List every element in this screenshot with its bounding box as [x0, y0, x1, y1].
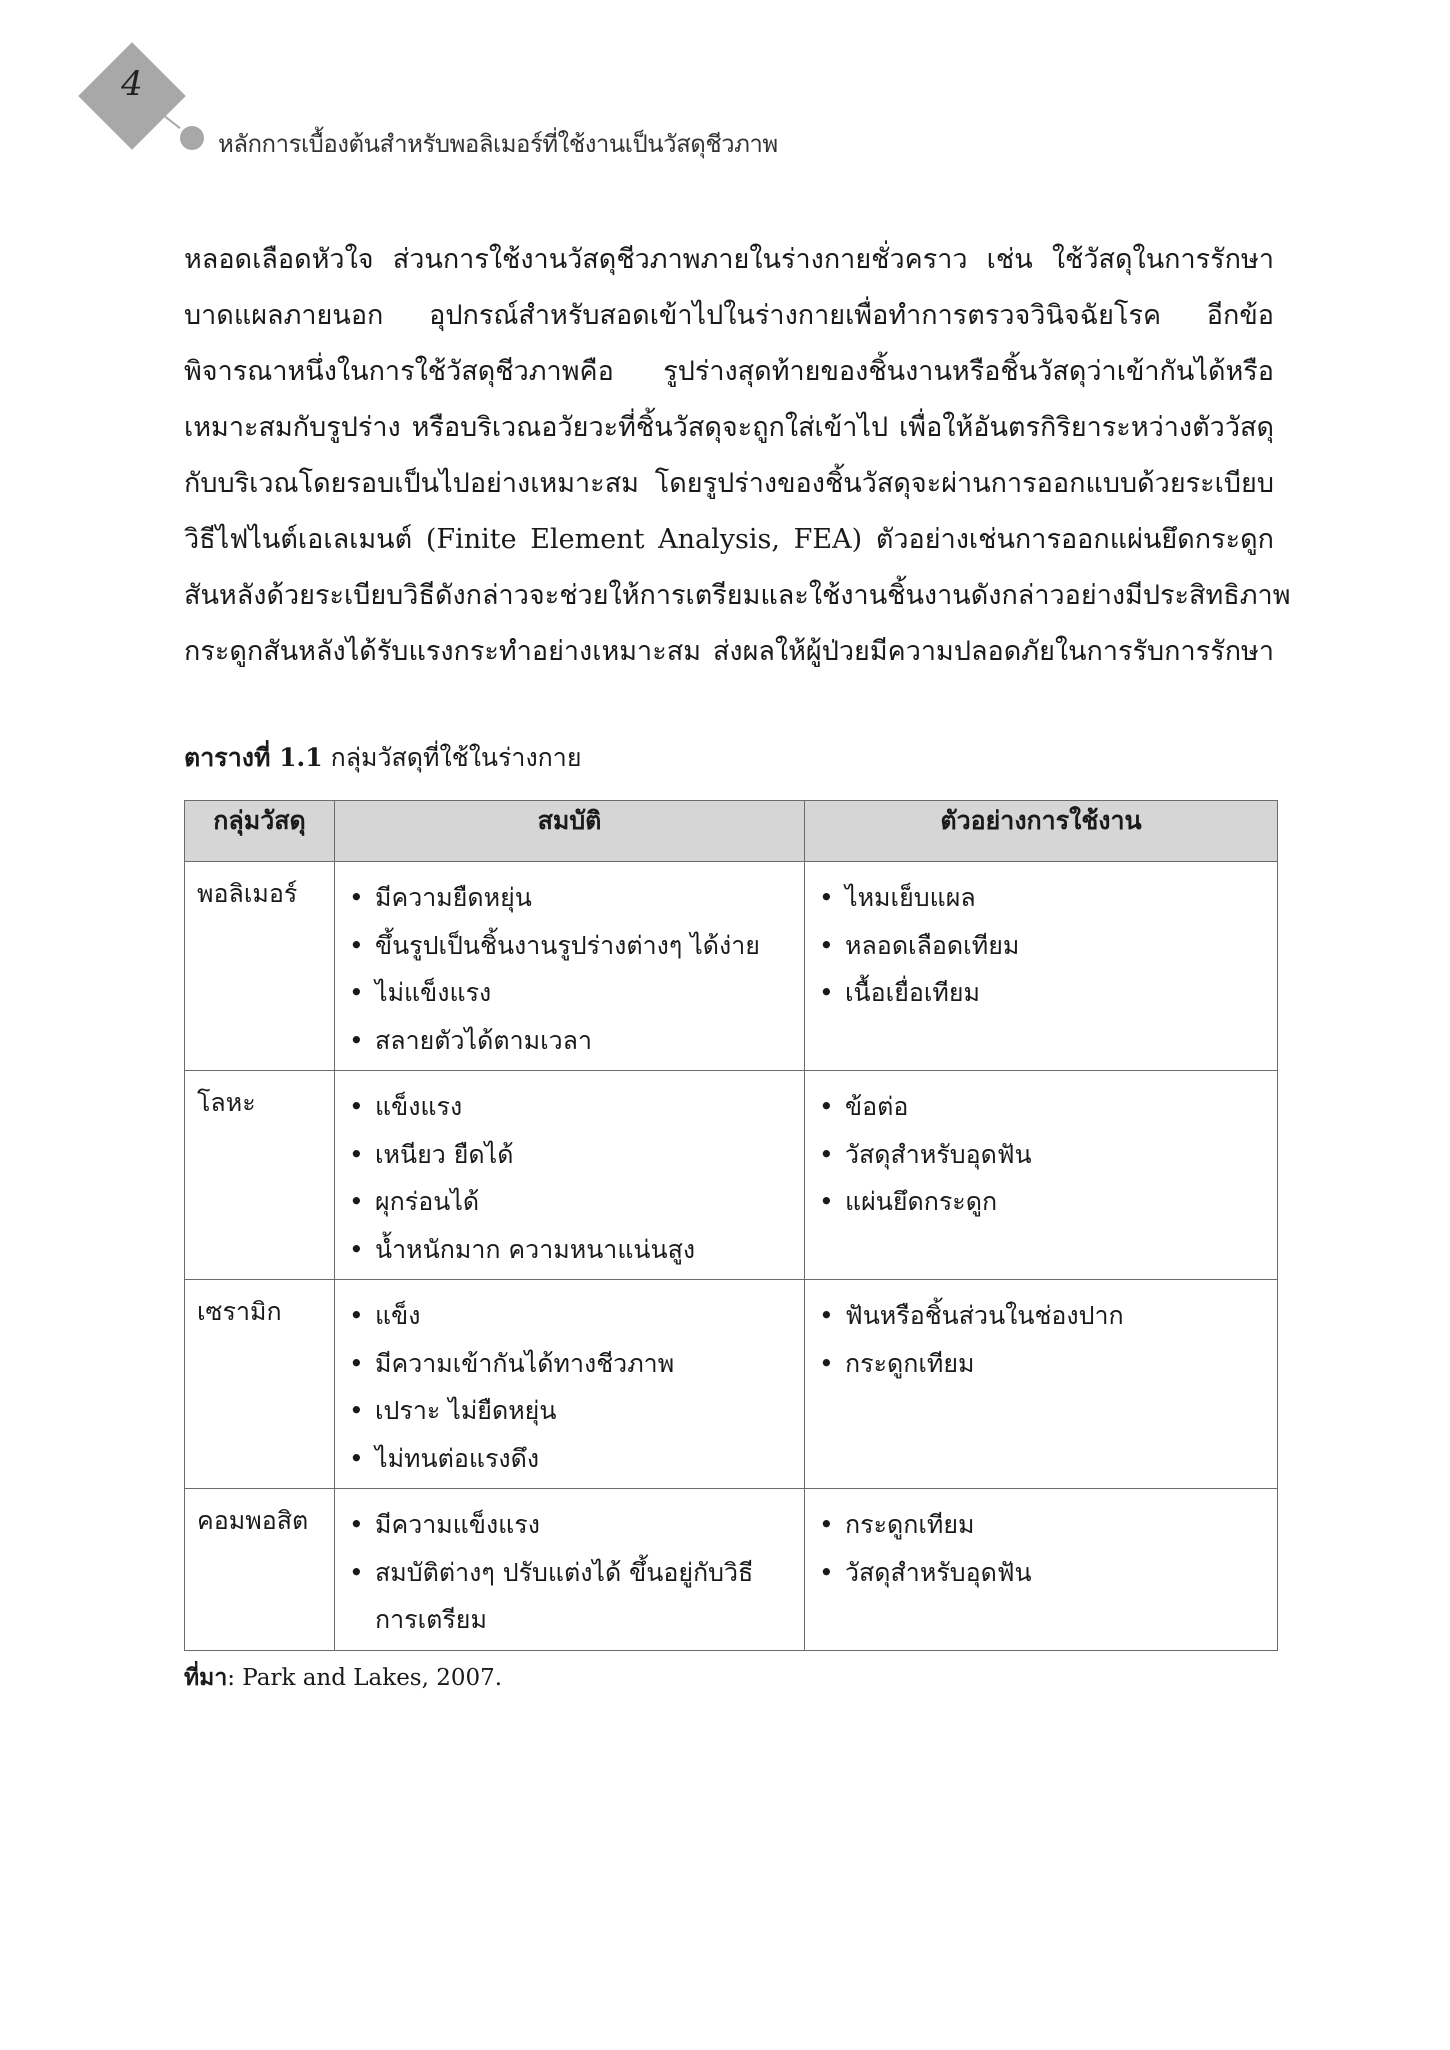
property-item: • สลายตัวได้ตามเวลา: [345, 1017, 792, 1065]
material-group-cell: คอมพอสิต: [185, 1489, 335, 1651]
example-item: • หลอดเลือดเทียม: [815, 922, 1265, 970]
property-item: • มีความยืดหยุ่น: [345, 874, 792, 922]
body-paragraph: [184, 232, 1291, 680]
body-line: สันหลังด้วยระเบียบวิธีดังกล่าวจะช่วยให้การเตรียมและใช้งานชิ้นงานดังกล่าวอย่างมีประสิทธิภาพ: [184, 580, 1291, 611]
table-row: [185, 1280, 1278, 1489]
examples-cell: [805, 1071, 1278, 1280]
material-group-cell: พอลิเมอร์: [185, 862, 335, 1071]
table-row: [185, 1489, 1278, 1651]
property-item: • น้ำหนักมาก ความหนาแน่นสูง: [345, 1226, 792, 1274]
source-text: : Park and Lakes, 2007.: [227, 1665, 503, 1691]
material-group-cell: โลหะ: [185, 1071, 335, 1280]
properties-cell: [335, 1489, 805, 1651]
example-item: • ข้อต่อ: [815, 1083, 1265, 1131]
materials-table: [184, 800, 1278, 1651]
header-bullet-dot: [180, 126, 204, 150]
examples-cell: [805, 862, 1278, 1071]
property-item: • มีความแข็งแรง: [345, 1501, 792, 1549]
material-group-cell: เซรามิก: [185, 1280, 335, 1489]
property-item: • ไม่แข็งแรง: [345, 969, 792, 1017]
properties-cell: [335, 862, 805, 1071]
property-item: • ไม่ทนต่อแรงดึง: [345, 1435, 792, 1483]
properties-cell: [335, 1280, 805, 1489]
table-caption-text: กลุ่มวัสดุที่ใช้ในร่างกาย: [330, 743, 582, 772]
example-item: • เนื้อเยื่อเทียม: [815, 969, 1265, 1017]
examples-cell: [805, 1280, 1278, 1489]
table-caption: [184, 738, 582, 778]
property-item: • ขึ้นรูปเป็นชิ้นงานรูปร่างต่างๆ ได้ง่าย: [345, 922, 792, 970]
body-line: เหมาะสมกับรูปร่าง หรือบริเวณอวัยวะที่ชิ้นวัสดุจะถูกใส่เข้าไป เพื่อให้อันตรกิริยาระหว่างตัววัสดุ: [184, 412, 1274, 443]
source-label: ที่มา: [184, 1664, 228, 1691]
body-line: กระดูกสันหลังได้รับแรงกระทำอย่างเหมาะสม ส่งผลให้ผู้ป่วยมีความปลอดภัยในการรับการรักษา: [184, 636, 1274, 667]
example-item: • ไหมเย็บแผล: [815, 874, 1265, 922]
example-item: • วัสดุสำหรับอุดฟัน: [815, 1549, 1265, 1597]
table-caption-label: ตารางที่ 1.1: [184, 743, 323, 772]
table-row: [185, 1071, 1278, 1280]
example-item: • กระดูกเทียม: [815, 1340, 1265, 1388]
property-item: • เหนียว ยืดได้: [345, 1131, 792, 1179]
body-line: หลอดเลือดหัวใจ ส่วนการใช้งานวัสดุชีวภาพภายในร่างกายชั่วคราว เช่น ใช้วัสดุในการรักษา: [184, 244, 1274, 275]
examples-cell: [805, 1489, 1278, 1651]
table-source: [184, 1660, 502, 1696]
body-line: กับบริเวณโดยรอบเป็นไปอย่างเหมาะสม โดยรูปร่างของชิ้นวัสดุจะผ่านการออกแบบด้วยระเบียบ: [184, 468, 1274, 499]
table-row: [185, 862, 1278, 1071]
property-item: • แข็ง: [345, 1292, 792, 1340]
body-line: วิธีไฟไนต์เอเลเมนต์ (Finite Element Analysis, FEA) ตัวอย่างเช่นการออกแผ่นยึดกระดูก: [184, 524, 1274, 555]
property-item: • สมบัติต่างๆ ปรับแต่งได้ ขึ้นอยู่กับวิธีการเตรียม: [345, 1549, 792, 1644]
property-item: • มีความเข้ากันได้ทางชีวภาพ: [345, 1340, 792, 1388]
running-header-title: หลักการเบื้องต้นสำหรับพอลิเมอร์ที่ใช้งานเป็นวัสดุชีวภาพ: [218, 130, 778, 158]
property-item: • แข็งแรง: [345, 1083, 792, 1131]
properties-cell: [335, 1071, 805, 1280]
header-material-group: กลุ่มวัสดุ: [185, 801, 335, 862]
example-item: • กระดูกเทียม: [815, 1501, 1265, 1549]
body-line: บาดแผลภายนอก อุปกรณ์สำหรับสอดเข้าไปในร่างกายเพื่อทำการตรวจวินิจฉัยโรค อีกข้อ: [184, 300, 1274, 331]
header-properties: สมบัติ: [335, 801, 805, 862]
property-item: • ผุกร่อนได้: [345, 1178, 792, 1226]
table-header-row: [185, 801, 1278, 862]
body-line: พิจารณาหนึ่งในการใช้วัสดุชีวภาพคือ รูปร่างสุดท้ายของชิ้นงานหรือชิ้นวัสดุว่าเข้ากันได้หรือ: [184, 356, 1274, 387]
header-examples: ตัวอย่างการใช้งาน: [805, 801, 1278, 862]
example-item: • ฟันหรือชิ้นส่วนในช่องปาก: [815, 1292, 1265, 1340]
example-item: • แผ่นยึดกระดูก: [815, 1178, 1265, 1226]
example-item: • วัสดุสำหรับอุดฟัน: [815, 1131, 1265, 1179]
page-number: 4: [121, 64, 143, 104]
property-item: • เปราะ ไม่ยืดหยุ่น: [345, 1387, 792, 1435]
